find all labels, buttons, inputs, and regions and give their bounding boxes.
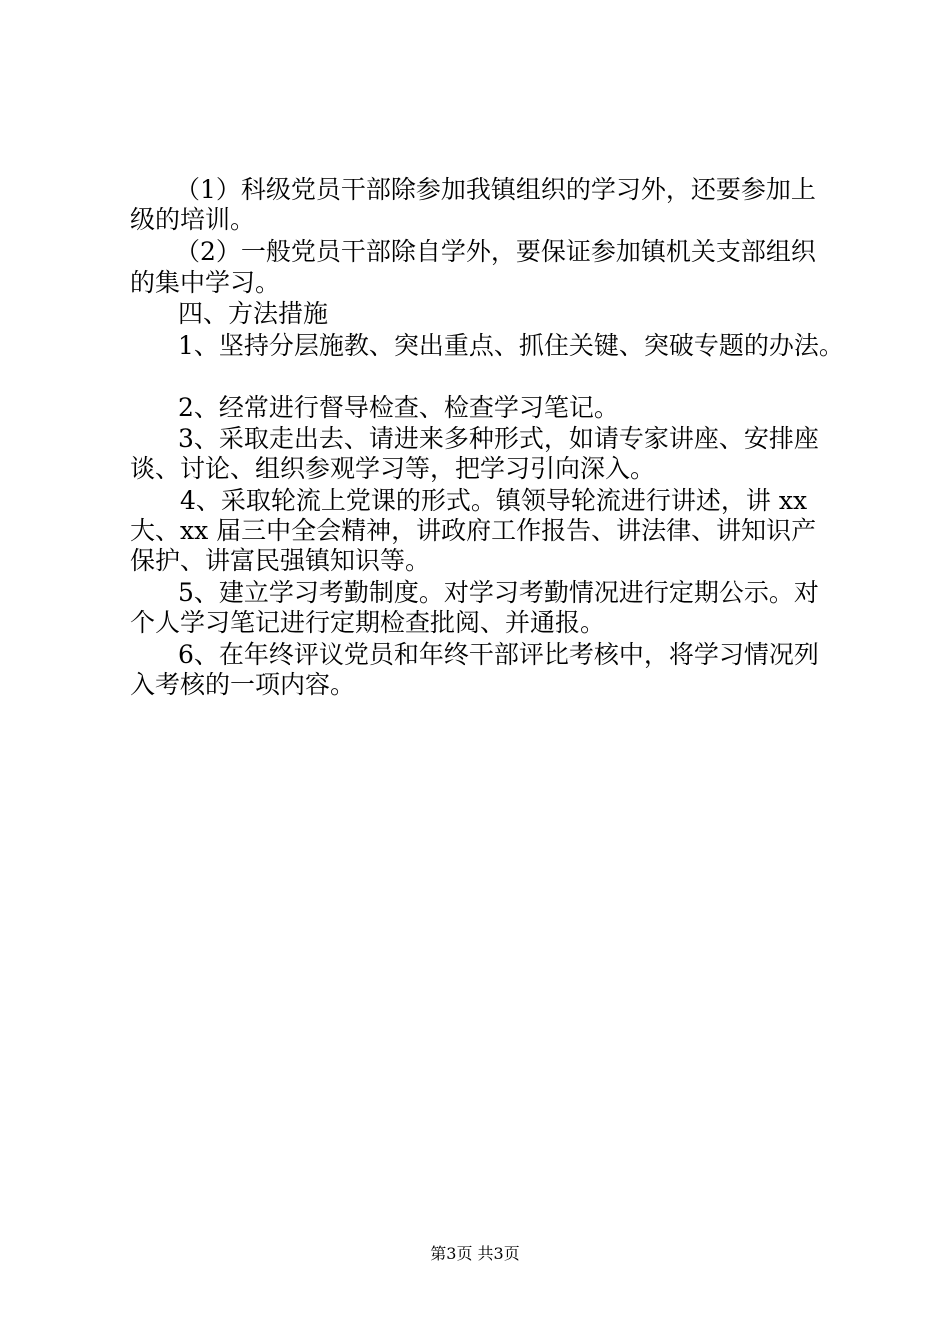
paragraph-line: 个人学习笔记进行定期检查批阅、并通报。	[130, 608, 606, 637]
paragraph-line: 2、经常进行督导检查、检查学习笔记。	[178, 393, 619, 422]
paragraph-line: 5、建立学习考勤制度。对学习考勤情况进行定期公示。对	[178, 578, 819, 607]
section-heading-text: 四、方法措施	[178, 299, 329, 328]
paragraph-line: 1、坚持分层施教、突出重点、抓住关键、突破专题的办法。	[178, 331, 844, 360]
paragraph-line: 入考核的一项内容。	[130, 670, 356, 699]
paragraph-line: 3、采取走出去、请进来多种形式，如请专家讲座、安排座	[178, 424, 819, 453]
paragraph-line: （1）科级党员干部除参加我镇组织的学习外，还要参加上	[175, 175, 816, 204]
paragraph-line: 大、xx 届三中全会精神，讲政府工作报告、讲法律、讲知识产	[130, 516, 817, 545]
paragraph-line: 保护、讲富民强镇知识等。	[130, 546, 431, 575]
paragraph-line: 谈、讨论、组织参观学习等，把学习引向深入。	[130, 454, 656, 483]
paragraph-line: （2）一般党员干部除自学外，要保证参加镇机关支部组织	[175, 237, 816, 266]
page-footer: 第3页 共3页	[430, 1244, 520, 1263]
paragraph-line: 的集中学习。	[130, 268, 281, 297]
paragraph-line: 4、采取轮流上党课的形式。镇领导轮流进行讲述，讲 xx	[180, 486, 808, 515]
paragraph-line: 6、在年终评议党员和年终干部评比考核中，将学习情况列	[178, 640, 819, 669]
paragraph-line: 级的培训。	[130, 205, 256, 234]
